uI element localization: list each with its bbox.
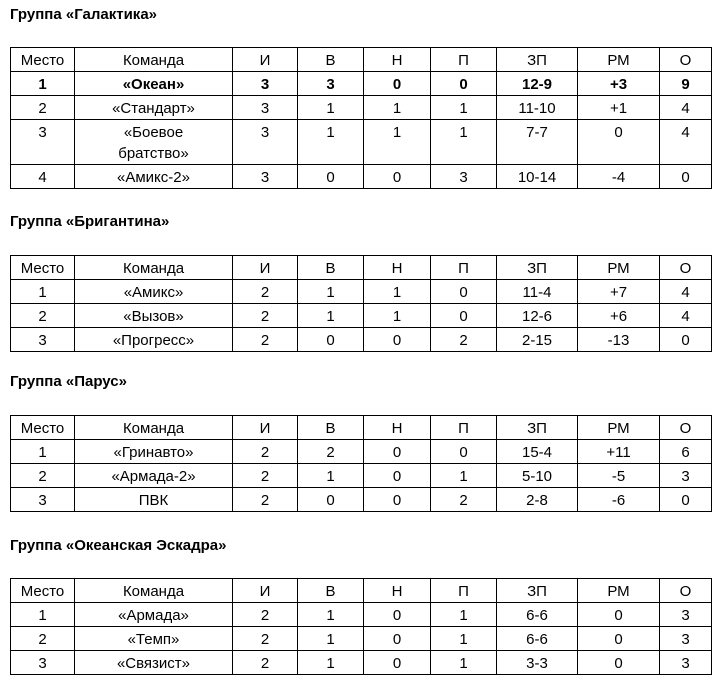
cell-games: 2 bbox=[233, 280, 298, 304]
table-row bbox=[11, 488, 712, 512]
cell-goals: 12-6 bbox=[497, 304, 578, 328]
header-team: Команда bbox=[75, 416, 233, 440]
cell-games: 3 bbox=[233, 72, 298, 96]
cell-place: 1 bbox=[11, 280, 75, 304]
cell-losses: 2 bbox=[431, 328, 497, 352]
cell-losses: 3 bbox=[431, 165, 497, 189]
cell-goal-diff: +11 bbox=[578, 440, 660, 464]
cell-place: 4 bbox=[11, 165, 75, 189]
cell-draws: 0 bbox=[364, 72, 431, 96]
header-wins: В bbox=[298, 256, 364, 280]
cell-place: 2 bbox=[11, 464, 75, 488]
cell-games: 2 bbox=[233, 603, 298, 627]
cell-draws: 0 bbox=[364, 165, 431, 189]
header-games: И bbox=[233, 256, 298, 280]
cell-wins: 1 bbox=[298, 627, 364, 651]
cell-draws: 0 bbox=[364, 440, 431, 464]
cell-place: 1 bbox=[11, 603, 75, 627]
cell-points: 3 bbox=[660, 627, 712, 651]
cell-team: «Боевое братство» bbox=[75, 120, 233, 165]
cell-team: ПВК bbox=[75, 488, 233, 512]
cell-goals: 6-6 bbox=[497, 627, 578, 651]
cell-goal-diff: +1 bbox=[578, 96, 660, 120]
cell-losses: 0 bbox=[431, 280, 497, 304]
cell-points: 0 bbox=[660, 488, 712, 512]
table-row bbox=[11, 72, 712, 96]
table-row bbox=[11, 165, 712, 189]
header-losses: П bbox=[431, 579, 497, 603]
header-place: Место bbox=[11, 579, 75, 603]
cell-goals: 6-6 bbox=[497, 603, 578, 627]
cell-wins: 1 bbox=[298, 120, 364, 165]
cell-team: «Армада-2» bbox=[75, 464, 233, 488]
header-goals: ЗП bbox=[497, 416, 578, 440]
cell-goal-diff: -4 bbox=[578, 165, 660, 189]
table-row bbox=[11, 304, 712, 328]
cell-points: 3 bbox=[660, 464, 712, 488]
cell-place: 3 bbox=[11, 651, 75, 675]
cell-losses: 1 bbox=[431, 120, 497, 165]
cell-points: 0 bbox=[660, 328, 712, 352]
header-draws: Н bbox=[364, 256, 431, 280]
cell-wins: 1 bbox=[298, 280, 364, 304]
header-goal-diff: РМ bbox=[578, 579, 660, 603]
cell-team: «Стандарт» bbox=[75, 96, 233, 120]
cell-points: 4 bbox=[660, 120, 712, 165]
cell-draws: 0 bbox=[364, 651, 431, 675]
cell-draws: 0 bbox=[364, 328, 431, 352]
cell-goals: 2-8 bbox=[497, 488, 578, 512]
header-team: Команда bbox=[75, 579, 233, 603]
cell-draws: 0 bbox=[364, 603, 431, 627]
cell-games: 2 bbox=[233, 627, 298, 651]
cell-losses: 1 bbox=[431, 96, 497, 120]
cell-goal-diff: 0 bbox=[578, 651, 660, 675]
header-wins: В bbox=[298, 579, 364, 603]
cell-wins: 3 bbox=[298, 72, 364, 96]
group-title-okeanskaya-eskadra: Группа «Океанская Эскадра» bbox=[10, 537, 227, 554]
cell-place: 2 bbox=[11, 96, 75, 120]
group-title-galaktika: Группа «Галактика» bbox=[10, 6, 157, 23]
cell-goals: 11-10 bbox=[497, 96, 578, 120]
cell-losses: 1 bbox=[431, 627, 497, 651]
table-row bbox=[11, 603, 712, 627]
group-title-parus: Группа «Парус» bbox=[10, 373, 127, 390]
cell-games: 2 bbox=[233, 328, 298, 352]
cell-draws: 1 bbox=[364, 304, 431, 328]
cell-wins: 1 bbox=[298, 464, 364, 488]
group-title-brigantina: Группа «Бригантина» bbox=[10, 213, 170, 230]
cell-place: 3 bbox=[11, 488, 75, 512]
cell-goals: 10-14 bbox=[497, 165, 578, 189]
cell-wins: 1 bbox=[298, 304, 364, 328]
cell-team: «Армада» bbox=[75, 603, 233, 627]
cell-points: 4 bbox=[660, 304, 712, 328]
cell-games: 2 bbox=[233, 651, 298, 675]
cell-points: 3 bbox=[660, 651, 712, 675]
cell-games: 3 bbox=[233, 165, 298, 189]
cell-place: 3 bbox=[11, 328, 75, 352]
cell-goal-diff: +7 bbox=[578, 280, 660, 304]
cell-points: 9 bbox=[660, 72, 712, 96]
header-team: Команда bbox=[75, 256, 233, 280]
header-wins: В bbox=[298, 48, 364, 72]
cell-team: «Прогресс» bbox=[75, 328, 233, 352]
cell-wins: 0 bbox=[298, 488, 364, 512]
standings-table-galaktika bbox=[10, 47, 712, 189]
cell-draws: 0 bbox=[364, 464, 431, 488]
header-games: И bbox=[233, 48, 298, 72]
cell-wins: 1 bbox=[298, 96, 364, 120]
cell-goals: 15-4 bbox=[497, 440, 578, 464]
cell-wins: 2 bbox=[298, 440, 364, 464]
header-goal-diff: РМ bbox=[578, 256, 660, 280]
cell-losses: 1 bbox=[431, 603, 497, 627]
header-losses: П bbox=[431, 48, 497, 72]
cell-goal-diff: -6 bbox=[578, 488, 660, 512]
cell-place: 1 bbox=[11, 72, 75, 96]
cell-goal-diff: -13 bbox=[578, 328, 660, 352]
header-place: Место bbox=[11, 256, 75, 280]
cell-games: 2 bbox=[233, 464, 298, 488]
cell-team: «Амикс» bbox=[75, 280, 233, 304]
header-draws: Н bbox=[364, 579, 431, 603]
header-losses: П bbox=[431, 416, 497, 440]
table-row bbox=[11, 96, 712, 120]
cell-points: 0 bbox=[660, 165, 712, 189]
cell-draws: 1 bbox=[364, 280, 431, 304]
table-header-row bbox=[11, 579, 712, 603]
header-draws: Н bbox=[364, 416, 431, 440]
cell-goals: 3-3 bbox=[497, 651, 578, 675]
cell-team: «Темп» bbox=[75, 627, 233, 651]
header-goals: ЗП bbox=[497, 579, 578, 603]
cell-games: 2 bbox=[233, 440, 298, 464]
header-wins: В bbox=[298, 416, 364, 440]
header-games: И bbox=[233, 579, 298, 603]
cell-goal-diff: 0 bbox=[578, 627, 660, 651]
cell-goal-diff: 0 bbox=[578, 603, 660, 627]
cell-team: «Вызов» bbox=[75, 304, 233, 328]
cell-wins: 0 bbox=[298, 328, 364, 352]
standings-table-parus bbox=[10, 415, 712, 512]
header-goal-diff: РМ bbox=[578, 48, 660, 72]
cell-place: 2 bbox=[11, 627, 75, 651]
cell-wins: 1 bbox=[298, 603, 364, 627]
table-row bbox=[11, 120, 712, 165]
cell-team: «Связист» bbox=[75, 651, 233, 675]
cell-place: 3 bbox=[11, 120, 75, 165]
cell-points: 4 bbox=[660, 96, 712, 120]
header-goals: ЗП bbox=[497, 256, 578, 280]
standings-table-brigantina bbox=[10, 255, 712, 352]
cell-draws: 0 bbox=[364, 627, 431, 651]
header-goal-diff: РМ bbox=[578, 416, 660, 440]
header-place: Место bbox=[11, 48, 75, 72]
cell-points: 3 bbox=[660, 603, 712, 627]
cell-goal-diff: 0 bbox=[578, 120, 660, 165]
cell-place: 1 bbox=[11, 440, 75, 464]
cell-losses: 0 bbox=[431, 440, 497, 464]
table-row bbox=[11, 464, 712, 488]
table-header-row bbox=[11, 48, 712, 72]
cell-games: 2 bbox=[233, 304, 298, 328]
header-draws: Н bbox=[364, 48, 431, 72]
cell-losses: 0 bbox=[431, 72, 497, 96]
header-team: Команда bbox=[75, 48, 233, 72]
cell-wins: 0 bbox=[298, 165, 364, 189]
header-games: И bbox=[233, 416, 298, 440]
cell-draws: 1 bbox=[364, 96, 431, 120]
cell-goals: 12-9 bbox=[497, 72, 578, 96]
header-points: О bbox=[660, 579, 712, 603]
cell-goals: 11-4 bbox=[497, 280, 578, 304]
standings-table-okeanskaya-eskadra bbox=[10, 578, 712, 675]
cell-losses: 2 bbox=[431, 488, 497, 512]
cell-points: 6 bbox=[660, 440, 712, 464]
header-points: О bbox=[660, 48, 712, 72]
cell-goal-diff: -5 bbox=[578, 464, 660, 488]
cell-goal-diff: +6 bbox=[578, 304, 660, 328]
cell-place: 2 bbox=[11, 304, 75, 328]
cell-draws: 1 bbox=[364, 120, 431, 165]
cell-draws: 0 bbox=[364, 488, 431, 512]
header-losses: П bbox=[431, 256, 497, 280]
cell-team: «Гринавто» bbox=[75, 440, 233, 464]
header-place: Место bbox=[11, 416, 75, 440]
cell-games: 2 bbox=[233, 488, 298, 512]
header-points: О bbox=[660, 416, 712, 440]
cell-team: «Океан» bbox=[75, 72, 233, 96]
cell-team: «Амикс-2» bbox=[75, 165, 233, 189]
table-row bbox=[11, 627, 712, 651]
cell-losses: 1 bbox=[431, 464, 497, 488]
cell-games: 3 bbox=[233, 96, 298, 120]
cell-goals: 2-15 bbox=[497, 328, 578, 352]
cell-goals: 5-10 bbox=[497, 464, 578, 488]
cell-games: 3 bbox=[233, 120, 298, 165]
table-row bbox=[11, 280, 712, 304]
cell-losses: 1 bbox=[431, 651, 497, 675]
cell-points: 4 bbox=[660, 280, 712, 304]
table-row bbox=[11, 440, 712, 464]
cell-goals: 7-7 bbox=[497, 120, 578, 165]
table-header-row bbox=[11, 416, 712, 440]
table-row bbox=[11, 328, 712, 352]
cell-losses: 0 bbox=[431, 304, 497, 328]
header-points: О bbox=[660, 256, 712, 280]
table-row bbox=[11, 651, 712, 675]
table-header-row bbox=[11, 256, 712, 280]
header-goals: ЗП bbox=[497, 48, 578, 72]
cell-goal-diff: +3 bbox=[578, 72, 660, 96]
cell-wins: 1 bbox=[298, 651, 364, 675]
